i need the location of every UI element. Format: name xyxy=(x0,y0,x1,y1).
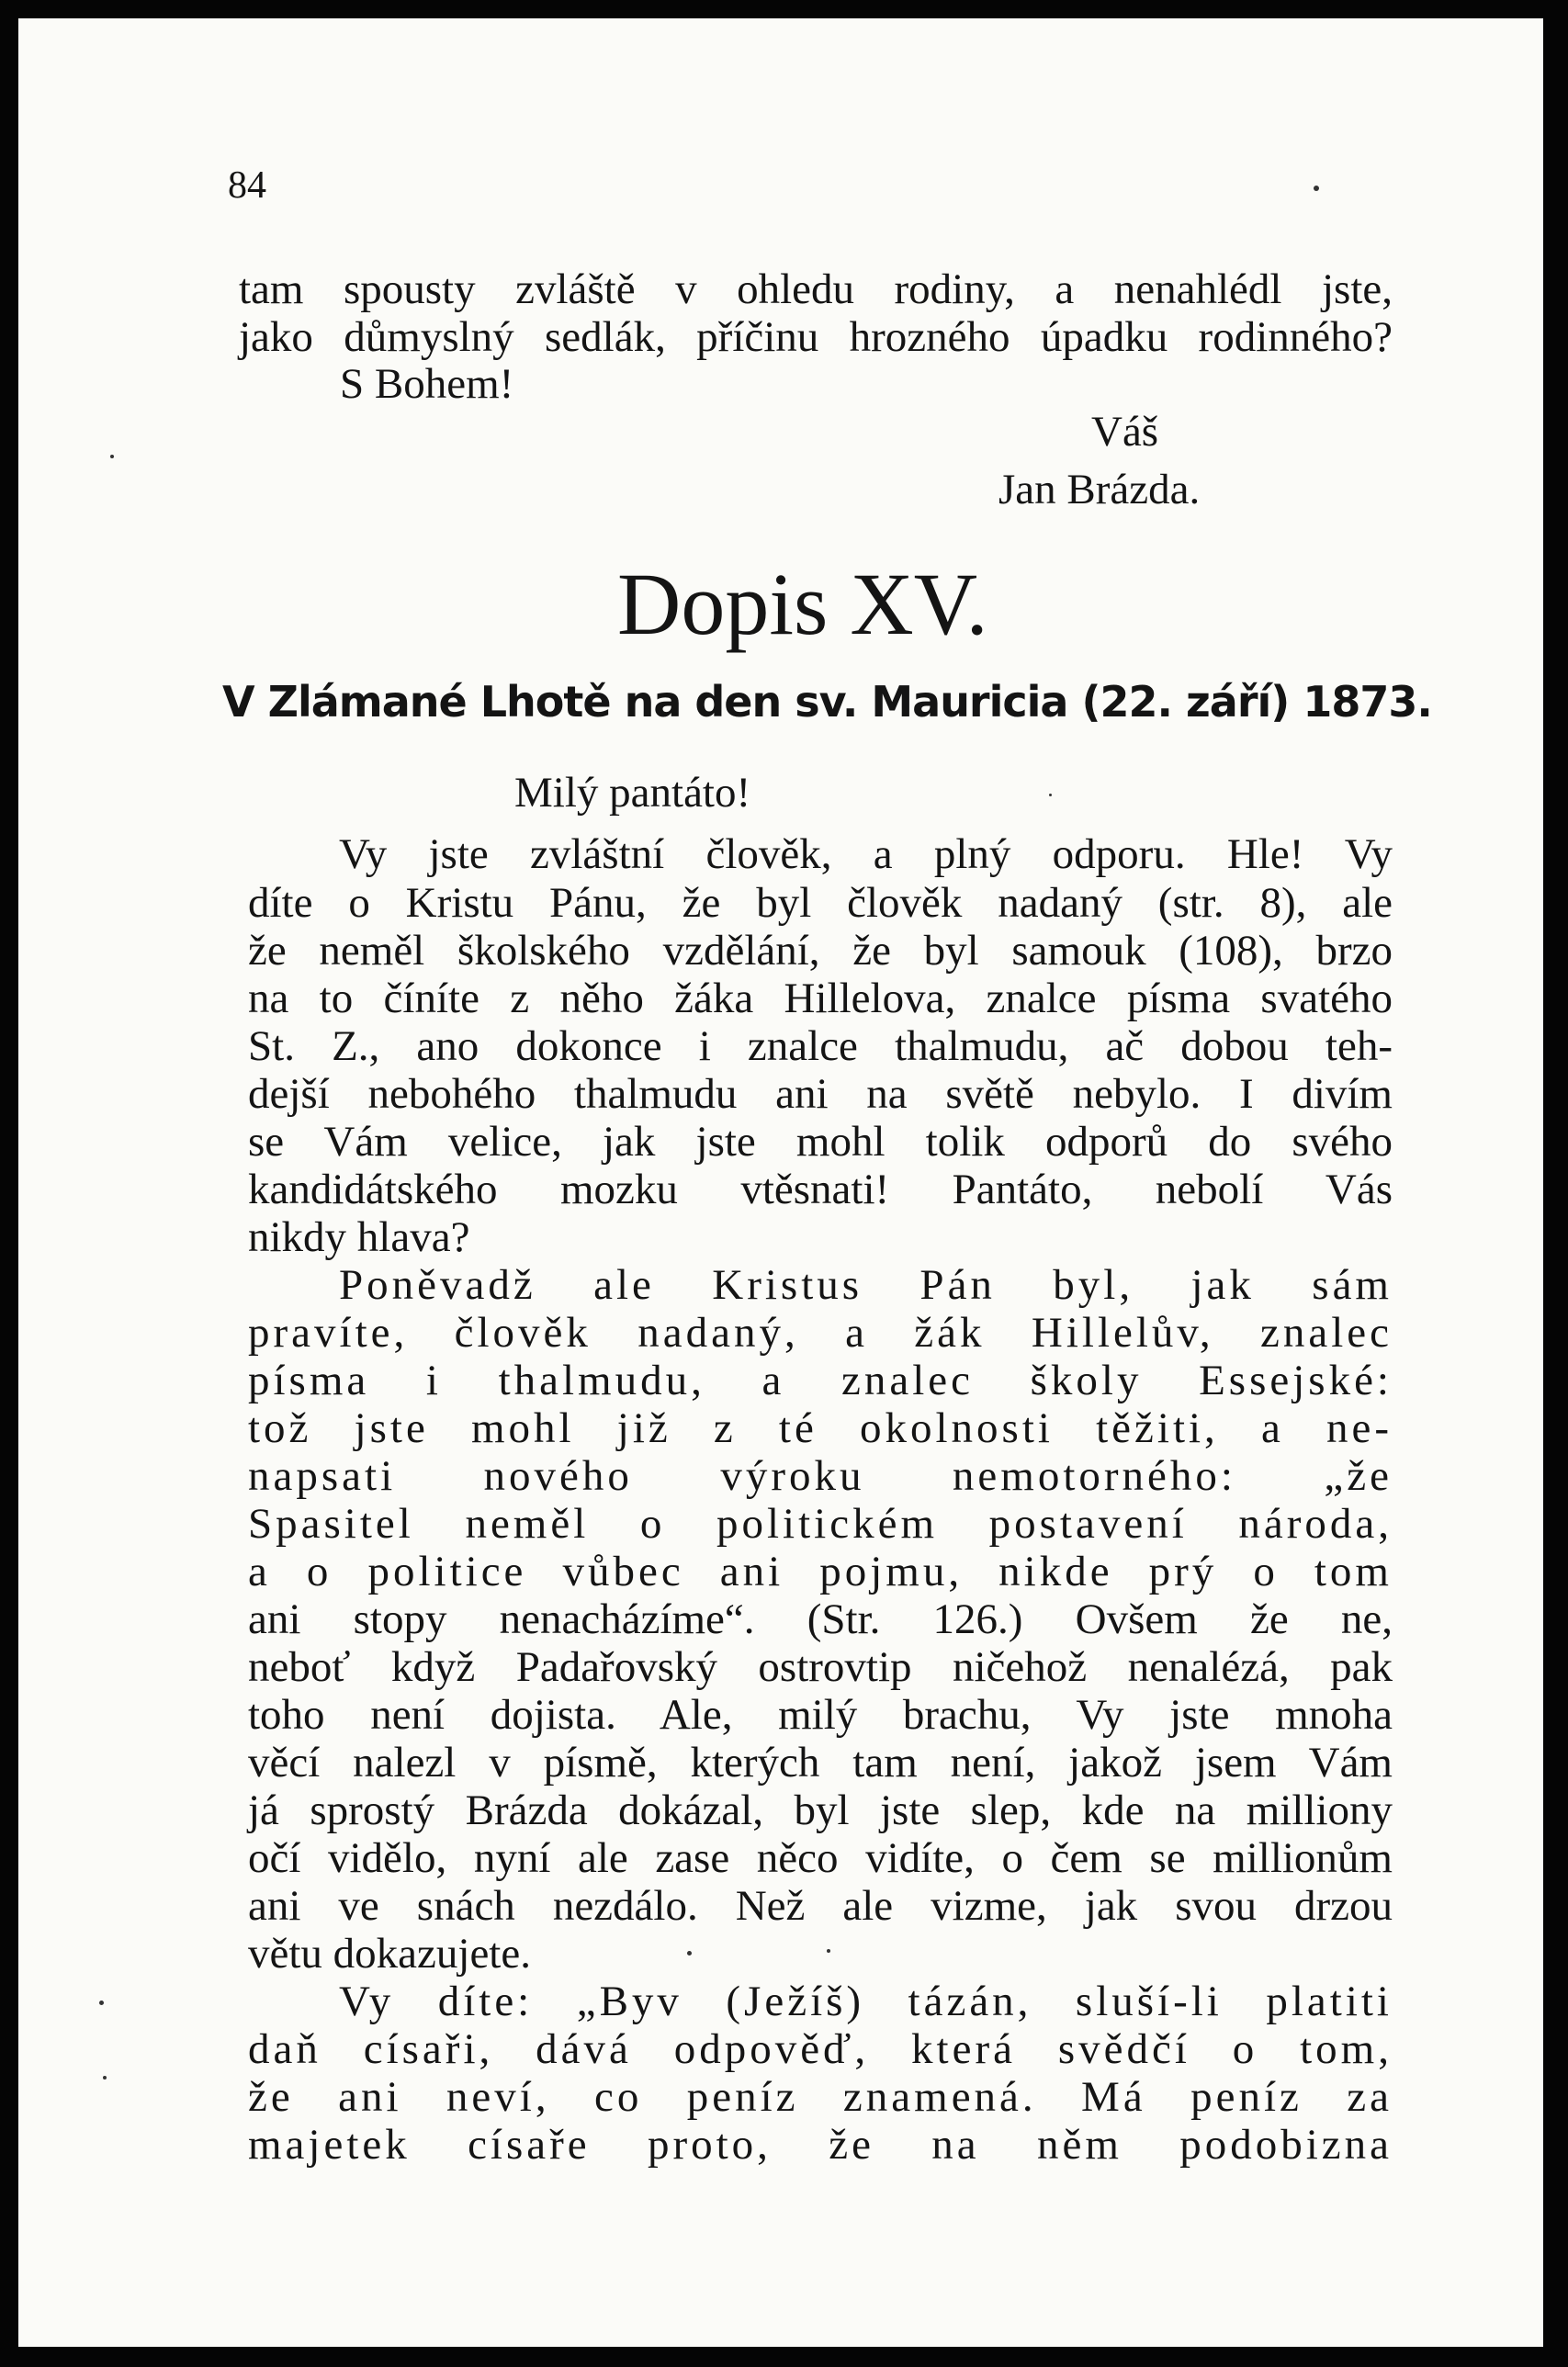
signature-name: Jan Brázda. xyxy=(998,466,1201,513)
text-line: daň císaři, dává odpověď, která svědčí o tom, xyxy=(248,2025,1393,2073)
scan-speck xyxy=(110,455,114,458)
text-line: že neměl školského vzdělání, že byl samouk (108), brzo xyxy=(248,927,1393,975)
text-line: Vy jste zvláštní člověk, a plný odporu. Hle! Vy xyxy=(339,830,1393,878)
salutation: Milý pantáto! xyxy=(514,769,751,817)
letter-title: Dopis XV. xyxy=(617,555,988,653)
text-line: a o politice vůbec ani pojmu, nikde prý o tom xyxy=(248,1548,1393,1595)
text-line: Vy díte: „Byv (Ježíš) tázán, sluší-li platiti xyxy=(339,1978,1393,2025)
text-line: se Vám velice, jak jste mohl tolik odporů do svého xyxy=(248,1118,1393,1166)
book-page xyxy=(18,18,1543,2347)
scan-speck xyxy=(687,1951,692,1956)
scan-speck xyxy=(1049,794,1052,796)
text-line: majetek císaře proto, že na něm podobizna xyxy=(248,2121,1393,2169)
text-line: já sprostý Brázda dokázal, byl jste slep, kde na milliony xyxy=(248,1787,1393,1834)
text-line: tož jste mohl již z té okolnosti těžiti, a ne- xyxy=(248,1404,1393,1452)
text-line: St. Z., ano dokonce i znalce thalmudu, ač dobou teh- xyxy=(248,1022,1393,1070)
text-line: věcí nalezl v písmě, kterých tam není, jakož jsem Vám xyxy=(248,1739,1393,1787)
text-line: Poněvadž ale Kristus Pán byl, jak sám xyxy=(339,1261,1393,1309)
signature-closing: Váš xyxy=(1091,408,1159,456)
text-line: očí vidělo, nyní ale zase něco vidíte, o čem se millionům xyxy=(248,1834,1393,1882)
text-line: ani stopy nenacházíme“. (Str. 126.) Ovšem že ne, xyxy=(248,1595,1393,1643)
scan-speck xyxy=(103,2076,107,2080)
text-line: neboť když Padařovský ostrovtip ničehož nenalézá, pak xyxy=(248,1643,1393,1691)
scan-speck xyxy=(99,2001,104,2005)
text-line: kandidátského mozku vtěsnati! Pantáto, nebolí Vás xyxy=(248,1166,1393,1213)
text-line: na to číníte z něho žáka Hillelova, znalce písma svatého xyxy=(248,975,1393,1022)
text-line: nikdy hlava? xyxy=(248,1213,470,1261)
scan-speck xyxy=(827,1949,830,1953)
text-line: napsati nového výroku nemotorného: „že xyxy=(248,1452,1393,1500)
page-number: 84 xyxy=(228,164,266,207)
dateline: V Zlámané Lhotě na den sv. Mauricia (22. září) 1873. xyxy=(222,677,1432,727)
text-line: pravíte, člověk nadaný, a žák Hillelův, znalec xyxy=(248,1309,1393,1357)
text-line: dejší nebohého thalmudu ani na světě nebylo. I divím xyxy=(248,1070,1393,1118)
text-line: písma i thalmudu, a znalec školy Essejské: xyxy=(248,1357,1393,1404)
scan-speck xyxy=(1314,186,1319,191)
text-line: větu dokazujete. xyxy=(248,1930,531,1978)
text-line: jako důmyslný sedlák, příčinu hrozného úpadku rodinného? xyxy=(239,313,1393,361)
text-line: že ani neví, co peníz znamená. Má peníz za xyxy=(248,2073,1393,2121)
text-line: tam spousty zvláště v ohledu rodiny, a nenahlédl jste, xyxy=(239,265,1393,313)
text-line: toho není dojista. Ale, milý brachu, Vy jste mnoha xyxy=(248,1691,1393,1739)
text-line: díte o Kristu Pánu, že byl člověk nadaný (str. 8), ale xyxy=(248,879,1393,927)
text-line: ani ve snách nezdálo. Než ale vizme, jak svou drzou xyxy=(248,1882,1393,1930)
text-line: S Bohem! xyxy=(340,360,514,408)
text-line: Spasitel neměl o politickém postavení národa, xyxy=(248,1500,1393,1548)
